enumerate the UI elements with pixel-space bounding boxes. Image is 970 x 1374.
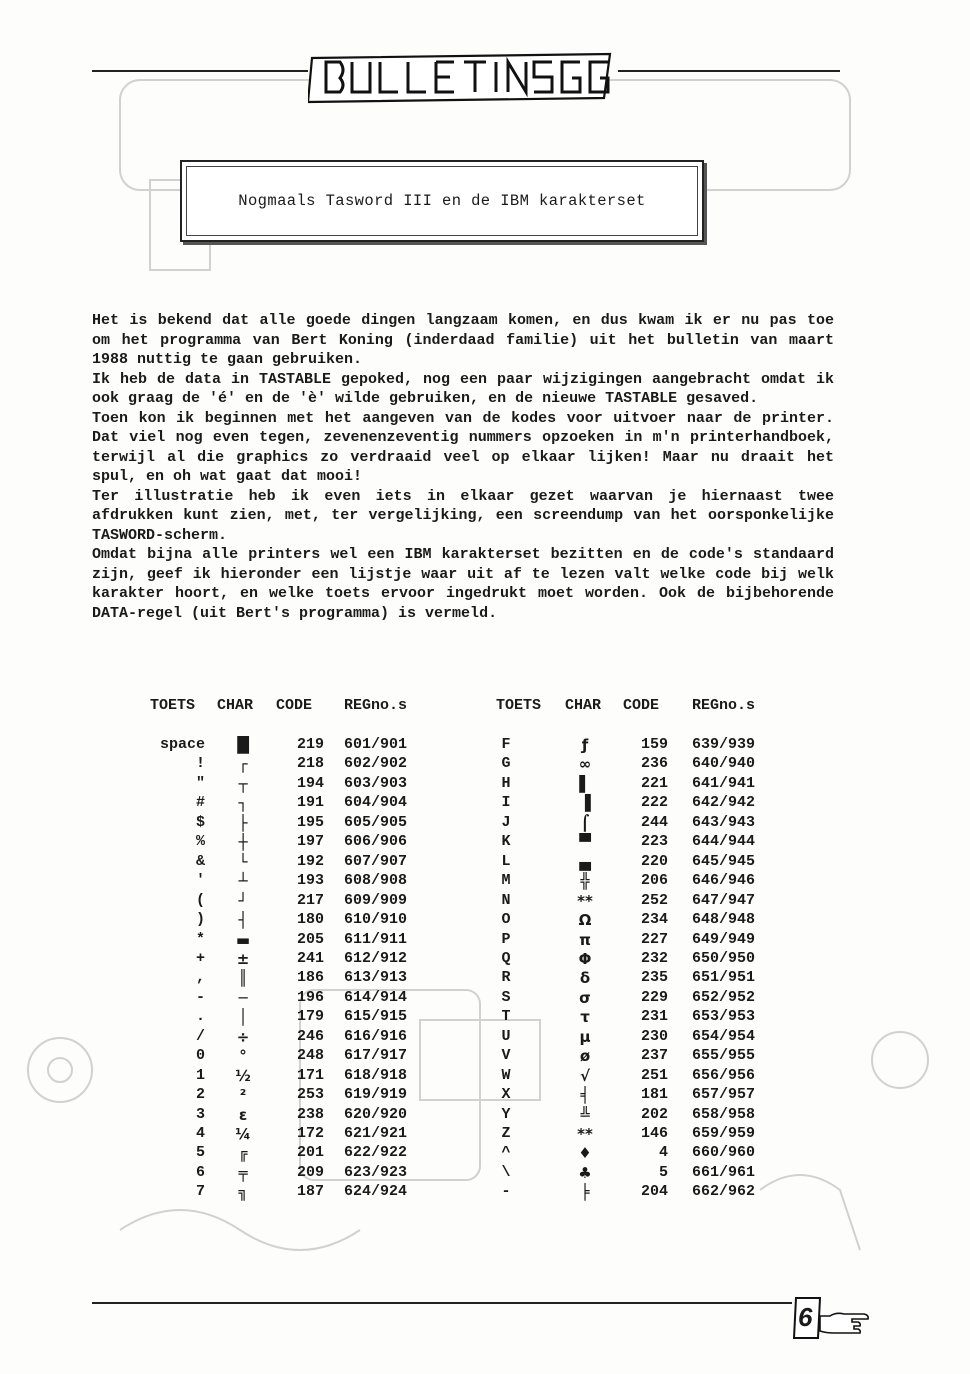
regno-left: 607/907 <box>344 852 408 870</box>
code-right: 146 <box>640 1125 668 1142</box>
regno-right: 655/955 <box>692 1047 756 1065</box>
table-row <box>0 1086 970 1106</box>
char-right: Φ <box>578 949 592 968</box>
key-right: J <box>501 813 511 831</box>
regno-right: 662/962 <box>692 1183 756 1201</box>
table-row <box>0 853 970 873</box>
header-code-right: CODE <box>623 697 660 714</box>
regno-left: 624/924 <box>344 1183 408 1201</box>
key-left: / <box>195 1027 205 1045</box>
code-right: 4 <box>658 1144 668 1162</box>
code-right: 221 <box>640 774 668 792</box>
code-left: 197 <box>296 833 324 851</box>
code-right: 232 <box>640 949 668 967</box>
code-left: 193 <box>296 872 324 890</box>
code-left: 201 <box>296 1144 324 1162</box>
article-title: Nogmaals Tasword III en de IBM karakterset <box>238 192 646 210</box>
regno-right: 654/954 <box>692 1027 756 1045</box>
table-row <box>0 1125 970 1145</box>
char-right: ø <box>579 1047 591 1066</box>
code-right: 251 <box>640 1066 668 1084</box>
regno-left: 601/901 <box>344 736 408 753</box>
char-right: δ <box>579 969 591 988</box>
regno-left: 605/905 <box>344 813 408 831</box>
code-left: 196 <box>296 988 324 1006</box>
masthead-logo <box>308 52 618 104</box>
key-left: ) <box>195 911 205 929</box>
regno-left: 604/904 <box>344 794 408 812</box>
code-right: 237 <box>640 1047 668 1065</box>
char-left: ε <box>238 1105 248 1124</box>
table-row <box>0 969 970 989</box>
header-regno-right: REGno.s <box>692 697 756 714</box>
code-right: 235 <box>640 969 668 987</box>
regno-right: 658/958 <box>692 1105 756 1123</box>
code-left: 179 <box>296 1008 324 1026</box>
table-row <box>0 794 970 814</box>
table-row <box>0 872 970 892</box>
regno-left: 623/923 <box>344 1163 408 1181</box>
regno-right: 649/949 <box>692 930 756 948</box>
table-row <box>0 931 970 951</box>
table-row <box>0 814 970 834</box>
code-right: 230 <box>640 1027 668 1045</box>
regno-left: 613/913 <box>344 969 408 987</box>
key-left: 1 <box>195 1066 205 1084</box>
key-right: K <box>501 833 511 851</box>
code-left: 180 <box>296 911 324 929</box>
table-row <box>0 989 970 1009</box>
char-right: ⌠ <box>580 813 590 832</box>
code-right: 223 <box>640 833 668 851</box>
regno-left: 617/917 <box>344 1047 408 1065</box>
code-right: 231 <box>640 1008 668 1026</box>
char-right: ▌ <box>579 774 591 793</box>
regno-left: 603/903 <box>344 774 408 792</box>
header-char-right: CHAR <box>565 697 602 714</box>
regno-right: 639/939 <box>692 736 756 753</box>
char-left: ╗ <box>238 1183 248 1202</box>
key-left: 3 <box>195 1105 205 1123</box>
regno-left: 606/906 <box>344 833 408 851</box>
code-left: 194 <box>296 774 324 792</box>
char-left: ┴ <box>238 872 248 891</box>
char-right: µ <box>579 1027 591 1046</box>
code-left: 195 <box>296 813 324 831</box>
char-left: ÷ <box>236 1027 250 1046</box>
regno-right: 660/960 <box>692 1144 756 1162</box>
key-left: space <box>159 736 205 753</box>
key-left: - <box>195 988 205 1006</box>
regno-right: 647/947 <box>692 891 756 909</box>
regno-left: 619/919 <box>344 1086 408 1104</box>
regno-left: 610/910 <box>344 911 408 929</box>
char-right: Ω <box>578 911 592 930</box>
char-left: ║ <box>238 969 248 988</box>
regno-left: 602/902 <box>344 755 408 773</box>
key-right: G <box>501 755 511 773</box>
regno-right: 646/946 <box>692 872 756 890</box>
char-right: √ <box>579 1066 590 1085</box>
key-right: U <box>501 1027 511 1045</box>
regno-right: 656/956 <box>692 1066 756 1084</box>
regno-left: 620/920 <box>344 1105 408 1123</box>
header-toets-left: TOETS <box>150 697 196 714</box>
regno-right: 648/948 <box>692 911 756 929</box>
key-right: H <box>501 774 511 792</box>
key-left: 6 <box>195 1163 205 1181</box>
key-left: # <box>195 794 205 812</box>
char-right: ╩ <box>580 1105 590 1124</box>
code-left: 187 <box>296 1183 324 1201</box>
code-right: 204 <box>640 1183 668 1201</box>
table-row <box>0 1106 970 1126</box>
regno-right: 645/945 <box>692 852 756 870</box>
code-left: 192 <box>296 852 324 870</box>
regno-right: 643/943 <box>692 813 756 831</box>
header-rule-right <box>618 70 840 72</box>
char-left: ╤ <box>238 1163 248 1182</box>
char-right: π <box>579 930 591 949</box>
key-right: F <box>501 736 511 753</box>
regno-right: 640/940 <box>692 755 756 773</box>
key-right: Z <box>501 1125 511 1142</box>
key-right: Q <box>501 949 511 967</box>
table-row <box>0 1164 970 1184</box>
regno-left: 618/918 <box>344 1066 408 1084</box>
code-left: 246 <box>296 1027 324 1045</box>
article-title-box <box>180 160 704 242</box>
regno-left: 608/908 <box>344 872 408 890</box>
char-left: ┼ <box>238 833 248 852</box>
table-row <box>0 911 970 931</box>
char-right: ∞ <box>578 755 592 774</box>
key-right: ^ <box>501 1144 511 1162</box>
key-left: ( <box>195 891 205 909</box>
key-right: N <box>501 891 511 909</box>
key-left: 7 <box>195 1183 205 1201</box>
regno-right: 659/959 <box>692 1125 756 1142</box>
regno-left: 612/912 <box>344 949 408 967</box>
code-left: 186 <box>296 969 324 987</box>
key-right: P <box>501 930 511 948</box>
key-right: V <box>501 1047 511 1065</box>
key-right: X <box>501 1086 511 1104</box>
code-right: 206 <box>640 872 668 890</box>
paragraph-1: Het is bekend dat alle goede dingen langzaam komen, en dus kwam ik er nu pas toe om het programma van Bert Koning (inderdaad familie) uit het bulletin van maart 1988 nuttig te gaan gebruiken. <box>92 312 834 368</box>
regno-right: 642/942 <box>692 794 756 812</box>
char-right: ♣ <box>578 1163 592 1182</box>
regno-right: 657/957 <box>692 1086 756 1104</box>
char-left: ├ <box>238 813 248 832</box>
header-rule-left <box>92 70 308 72</box>
key-left: " <box>195 774 205 792</box>
code-right: 181 <box>640 1086 668 1104</box>
key-left: 0 <box>195 1047 205 1065</box>
table-row <box>0 1047 970 1067</box>
key-left: & <box>195 852 205 870</box>
regno-left: 611/911 <box>344 930 408 948</box>
code-left: 205 <box>296 930 324 948</box>
char-left: ½ <box>235 1066 251 1085</box>
code-right: 227 <box>640 930 668 948</box>
code-left: 219 <box>296 736 324 753</box>
table-row <box>0 1183 970 1203</box>
char-left: ┤ <box>238 911 248 930</box>
regno-left: 614/914 <box>344 988 408 1006</box>
char-right: ▐ <box>579 794 591 813</box>
char-right: ╬ <box>580 872 590 891</box>
header-regno-left: REGno.s <box>344 697 408 714</box>
table-row <box>0 755 970 775</box>
code-left: 248 <box>296 1047 324 1065</box>
table-row <box>0 1067 970 1087</box>
char-right: ╡ <box>580 1086 590 1105</box>
footer-rule <box>92 1302 792 1304</box>
code-right: 222 <box>640 794 668 812</box>
code-left: 171 <box>296 1066 324 1084</box>
code-right: 244 <box>640 813 668 831</box>
code-right: 220 <box>640 852 668 870</box>
key-right: R <box>501 969 511 987</box>
char-right: ╞ <box>580 1183 590 1202</box>
char-left: ┐ <box>238 794 248 813</box>
header-code-left: CODE <box>276 697 313 714</box>
header-char-left: CHAR <box>217 697 254 714</box>
table-row <box>0 833 970 853</box>
paragraph-4: Ter illustratie heb ik even iets in elkaar gezet waarvan je hiernaast twee afdrukken kunt zien, met, ter vergelijking, een screendump van het oorsponkelijke TASWORD-scherm. <box>92 487 834 544</box>
code-left: 238 <box>296 1105 324 1123</box>
regno-left: 616/916 <box>344 1027 408 1045</box>
regno-left: 609/909 <box>344 891 408 909</box>
char-right: σ <box>579 988 591 1007</box>
key-right: M <box>501 872 511 890</box>
char-left: █ <box>237 736 249 754</box>
regno-right: 661/961 <box>692 1163 756 1181</box>
paragraph-3: Toen kon ik beginnen met het aangeven van de kodes voor uitvoer naar de printer. Dat viel nog even tegen, zevenenzeventig nummers opzoeken in m'n printerhandboek, terwijl al die graphics zo verdraaid veel op elkaar lijken! Maar nu draait het spul, en oh wat gaat dat mooi! <box>92 409 834 485</box>
char-left: └ <box>238 852 248 871</box>
key-left: % <box>195 833 205 851</box>
char-left: ┬ <box>238 774 248 793</box>
key-left: ! <box>195 755 205 773</box>
char-right: ** <box>577 891 593 910</box>
key-right: S <box>501 988 511 1006</box>
paragraph-2: Ik heb de data in TASTABLE gepoked, nog een paar wijzigingen aangebracht omdat ik ook graag de 'é' en de 'è' wilde gebruiken, en de nieuwe TASTABLE gesaved. <box>92 370 834 407</box>
code-right: 202 <box>640 1105 668 1123</box>
table-row <box>0 775 970 795</box>
regno-left: 621/921 <box>344 1125 408 1142</box>
char-left: ¼ <box>235 1125 251 1143</box>
code-right: 159 <box>640 736 668 753</box>
code-left: 191 <box>296 794 324 812</box>
key-right: O <box>501 911 511 929</box>
char-right: ** <box>577 1125 593 1143</box>
page-number: 6 <box>798 1302 813 1332</box>
char-left: ² <box>239 1086 247 1105</box>
key-left: , <box>195 969 205 987</box>
header-toets-right: TOETS <box>496 697 542 714</box>
regno-left: 615/915 <box>344 1008 408 1026</box>
key-left: 4 <box>195 1125 205 1142</box>
table-row <box>0 1008 970 1028</box>
key-left: $ <box>195 813 205 831</box>
code-left: 241 <box>296 949 324 967</box>
regno-left: 622/922 <box>344 1144 408 1162</box>
regno-right: 650/950 <box>692 949 756 967</box>
char-right: ƒ <box>581 736 589 754</box>
table-header <box>0 697 970 717</box>
char-left: │ <box>238 1008 248 1027</box>
key-right: - <box>501 1183 511 1201</box>
key-right: T <box>501 1008 511 1026</box>
code-left: 218 <box>296 755 324 773</box>
code-left: 253 <box>296 1086 324 1104</box>
code-right: 236 <box>640 755 668 773</box>
key-right: \ <box>501 1163 511 1181</box>
char-right: τ <box>580 1008 590 1027</box>
char-right: ♦ <box>578 1144 592 1163</box>
key-right: Y <box>501 1105 511 1123</box>
key-right: L <box>501 852 511 870</box>
char-right: ▄ <box>579 852 591 871</box>
char-left: ▬ <box>235 930 251 949</box>
key-right: W <box>501 1066 511 1084</box>
char-left: ┘ <box>238 891 248 910</box>
code-right: 252 <box>640 891 668 909</box>
char-left: ─ <box>238 988 248 1007</box>
regno-right: 653/953 <box>692 1008 756 1026</box>
char-left: ± <box>236 949 250 968</box>
regno-right: 651/951 <box>692 969 756 987</box>
paragraph-5: Omdat bijna alle printers wel een IBM karakterset bezitten en de code's standaard zijn, geef ik hieronder een lijstje waar uit af te lezen valt welke code bij welk karakter hoort, en welke toets ervoor ingedrukt moet worden. Ook de bijbehorende DATA-regel (uit Bert's programma) is vermeld. <box>92 546 834 622</box>
code-right: 229 <box>640 988 668 1006</box>
code-right: 234 <box>640 911 668 929</box>
code-left: 172 <box>296 1125 324 1142</box>
key-left: 5 <box>195 1144 205 1162</box>
key-left: 2 <box>195 1086 205 1104</box>
key-left: ' <box>195 872 205 890</box>
char-left: ┌ <box>238 755 248 774</box>
char-right: ▀ <box>579 833 591 852</box>
char-left: ° <box>239 1047 247 1066</box>
code-left: 209 <box>296 1163 324 1181</box>
regno-right: 652/952 <box>692 988 756 1006</box>
key-left: * <box>195 930 205 948</box>
char-left: ╔ <box>238 1144 248 1163</box>
table-row <box>0 950 970 970</box>
code-left: 217 <box>296 891 324 909</box>
code-right: 5 <box>658 1163 668 1181</box>
key-left: . <box>195 1008 205 1026</box>
article-body <box>92 311 834 623</box>
key-left: + <box>195 949 205 967</box>
table-row <box>0 1144 970 1164</box>
regno-right: 644/944 <box>692 833 756 851</box>
table-row <box>0 736 970 756</box>
table-row <box>0 892 970 912</box>
table-row <box>0 1028 970 1048</box>
regno-right: 641/941 <box>692 774 756 792</box>
pointing-hand-icon <box>818 1310 870 1336</box>
key-right: I <box>501 794 511 812</box>
